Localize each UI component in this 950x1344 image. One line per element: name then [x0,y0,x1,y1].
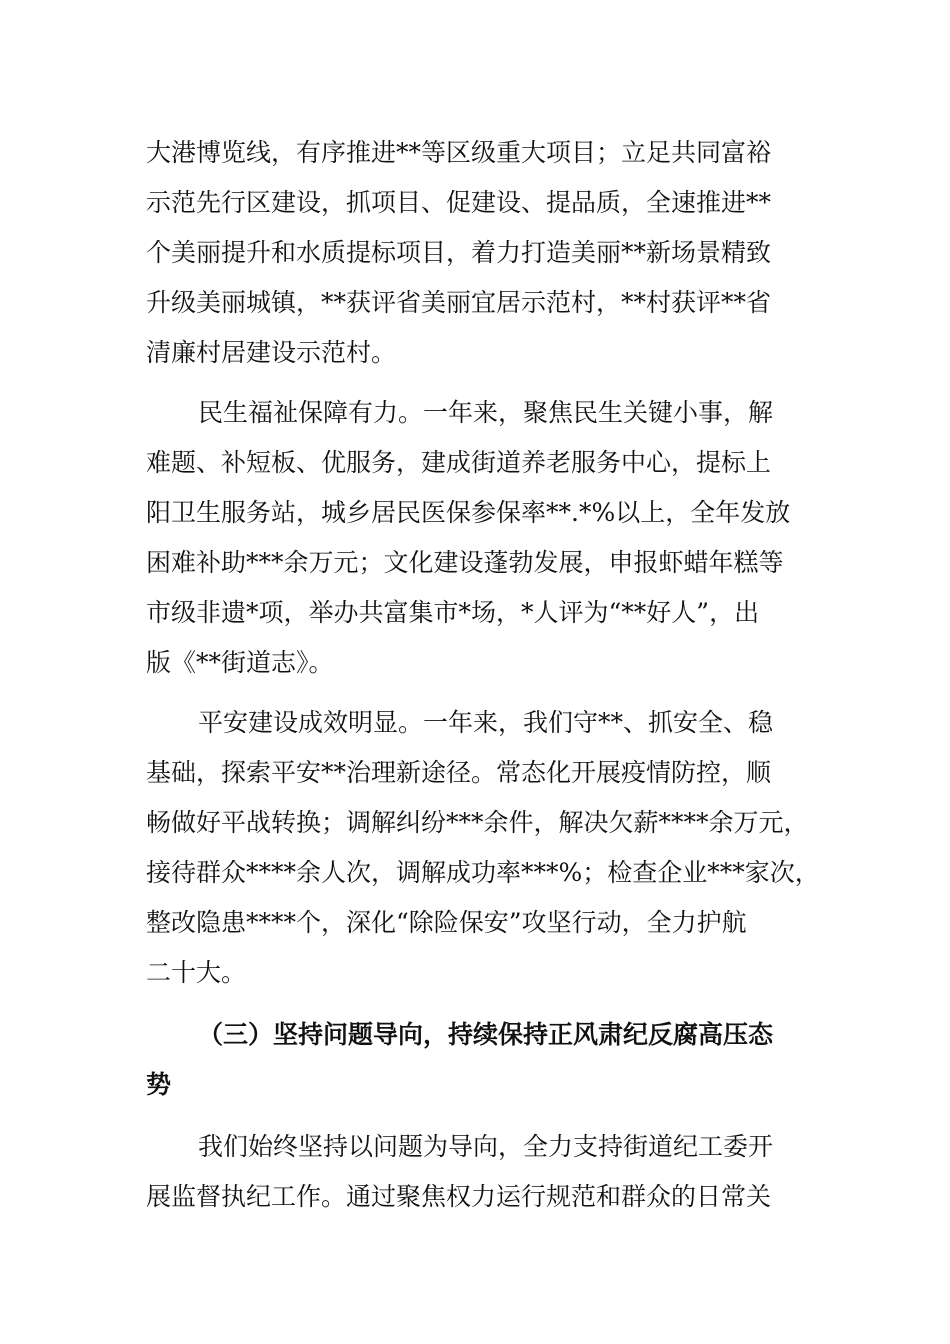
paragraph-1-line-4: 升级美丽城镇，**获评省美丽宜居示范村，**村获评**省 [146,288,772,317]
paragraph-3-line-1: 平安建设成效明显。一年来，我们守**、抓安全、稳 [198,708,774,737]
paragraph-4-line-1: 我们始终坚持以问题为导向，全力支持街道纪工委开 [198,1132,774,1161]
paragraph-3-line-6: 二十大。 [146,958,247,987]
paragraph-1-line-5: 清廉村居建设示范村。 [146,338,397,367]
paragraph-3-line-5: 整改隐患****个，深化“除险保安”攻坚行动，全力护航 [146,908,747,937]
paragraph-2-line-4: 困难补助***余万元；文化建设蓬勃发展，申报虾蜡年糕等 [146,548,784,577]
paragraph-3-line-2: 基础，探索平安**治理新途径。常态化开展疫情防控，顺 [146,758,772,787]
section-heading-line-2: 势 [146,1070,172,1099]
paragraph-4-line-2: 展监督执纪工作。通过聚焦权力运行规范和群众的日常关 [146,1182,772,1211]
section-heading-line-1: （三）坚持问题导向，持续保持正风肃纪反腐高压态 [198,1020,774,1049]
paragraph-2-line-1: 民生福祉保障有力。一年来，聚焦民生关键小事，解 [198,398,774,427]
paragraph-1-line-3: 个美丽提升和水质提标项目，着力打造美丽**新场景精致 [146,238,772,267]
paragraph-2-line-6: 版《**街道志》。 [146,648,334,677]
paragraph-1-line-2: 示范先行区建设，抓项目、促建设、提品质，全速推进** [146,188,772,217]
paragraph-2-line-5: 市级非遗*项，举办共富集市*场，*人评为“**好人”，出 [146,598,760,627]
paragraph-2-line-2: 难题、补短板、优服务，建成街道养老服务中心，提标上 [146,448,772,477]
paragraph-2-line-3: 阳卫生服务站，城乡居民医保参保率**.*%以上，全年发放 [146,498,791,527]
paragraph-3-line-3: 畅做好平战转换；调解纠纷***余件，解决欠薪****余万元， [146,808,809,837]
paragraph-1-line-1: 大港博览线，有序推进**等区级重大项目；立足共同富裕 [146,138,772,167]
paragraph-3-line-4: 接待群众****余人次，调解成功率***%；检查企业***家次， [146,858,820,887]
